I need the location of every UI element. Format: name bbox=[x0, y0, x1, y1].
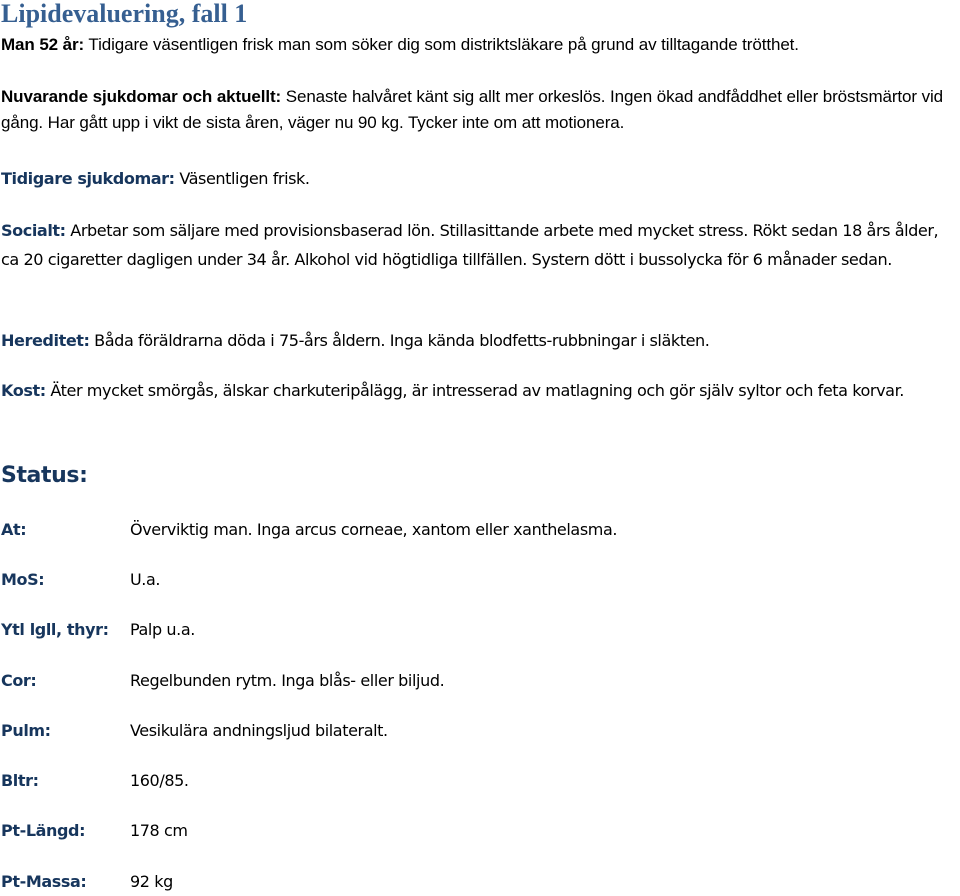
previous-paragraph bbox=[1, 164, 959, 193]
status-value: 160/85. bbox=[130, 771, 189, 790]
status-value: U.a. bbox=[130, 570, 161, 589]
status-value: Palp u.a. bbox=[130, 620, 195, 639]
current-label: Nuvarande sjukdomar och aktuellt: bbox=[1, 87, 282, 106]
social-paragraph bbox=[1, 216, 959, 274]
intro-paragraph bbox=[1, 32, 959, 58]
status-value: Regelbunden rytm. Inga blås- eller biljud. bbox=[130, 671, 445, 690]
social-text: Arbetar som säljare med provisionsbaserad lön. Stillasittande arbete med mycket stress. Rökt sedan 18 års ålder, ca 20 cigaretter dagligen under 34 år. Alkohol vid högtidliga tillfällen. Systern dött i bussolycka för 6 månader sedan. bbox=[1, 221, 939, 269]
heredity-label: Hereditet: bbox=[1, 331, 90, 350]
status-value: 178 cm bbox=[130, 821, 188, 840]
status-label: Cor: bbox=[1, 671, 37, 690]
status-label: Pulm: bbox=[1, 721, 51, 740]
current-text: Senaste halvåret känt sig allt mer orkeslös. Ingen ökad andfåddhet eller bröstsmärtor vid gång. Har gått upp i vikt de sista åren, väger nu 90 kg. Tycker inte om att motionera. bbox=[1, 87, 944, 132]
status-label: At: bbox=[1, 520, 27, 539]
status-label: Bltr: bbox=[1, 771, 39, 790]
status-label: Pt-Längd: bbox=[1, 821, 86, 840]
heredity-paragraph bbox=[1, 326, 959, 355]
heredity-text: Båda föräldrarna döda i 75-års åldern. Inga kända blodfetts-rubbningar i släkten. bbox=[89, 331, 710, 350]
previous-label: Tidigare sjukdomar: bbox=[1, 169, 175, 188]
status-label: Ytl lgll, thyr: bbox=[1, 620, 109, 639]
status-heading: Status: bbox=[1, 463, 88, 488]
status-label: Pt-Massa: bbox=[1, 872, 87, 891]
current-paragraph bbox=[1, 84, 959, 136]
status-value: Överviktig man. Inga arcus corneae, xantom eller xanthelasma. bbox=[130, 520, 618, 539]
diet-text: Äter mycket smörgås, älskar charkuteripålägg, är intresserad av matlagning och gör själv syltor och feta korvar. bbox=[45, 381, 904, 400]
status-label: MoS: bbox=[1, 570, 45, 589]
previous-text: Väsentligen frisk. bbox=[174, 169, 310, 188]
status-value: 92 kg bbox=[130, 872, 173, 891]
intro-label: Man 52 år: bbox=[1, 35, 85, 54]
diet-label: Kost: bbox=[1, 381, 46, 400]
document-title: Lipidevaluering, fall 1 bbox=[1, 0, 248, 28]
diet-paragraph bbox=[1, 376, 959, 405]
intro-text: Tidigare väsentligen frisk man som söker dig som distriktsläkare på grund av tilltagande trötthet. bbox=[84, 35, 799, 54]
social-label: Socialt: bbox=[1, 221, 66, 240]
status-value: Vesikulära andningsljud bilateralt. bbox=[130, 721, 388, 740]
